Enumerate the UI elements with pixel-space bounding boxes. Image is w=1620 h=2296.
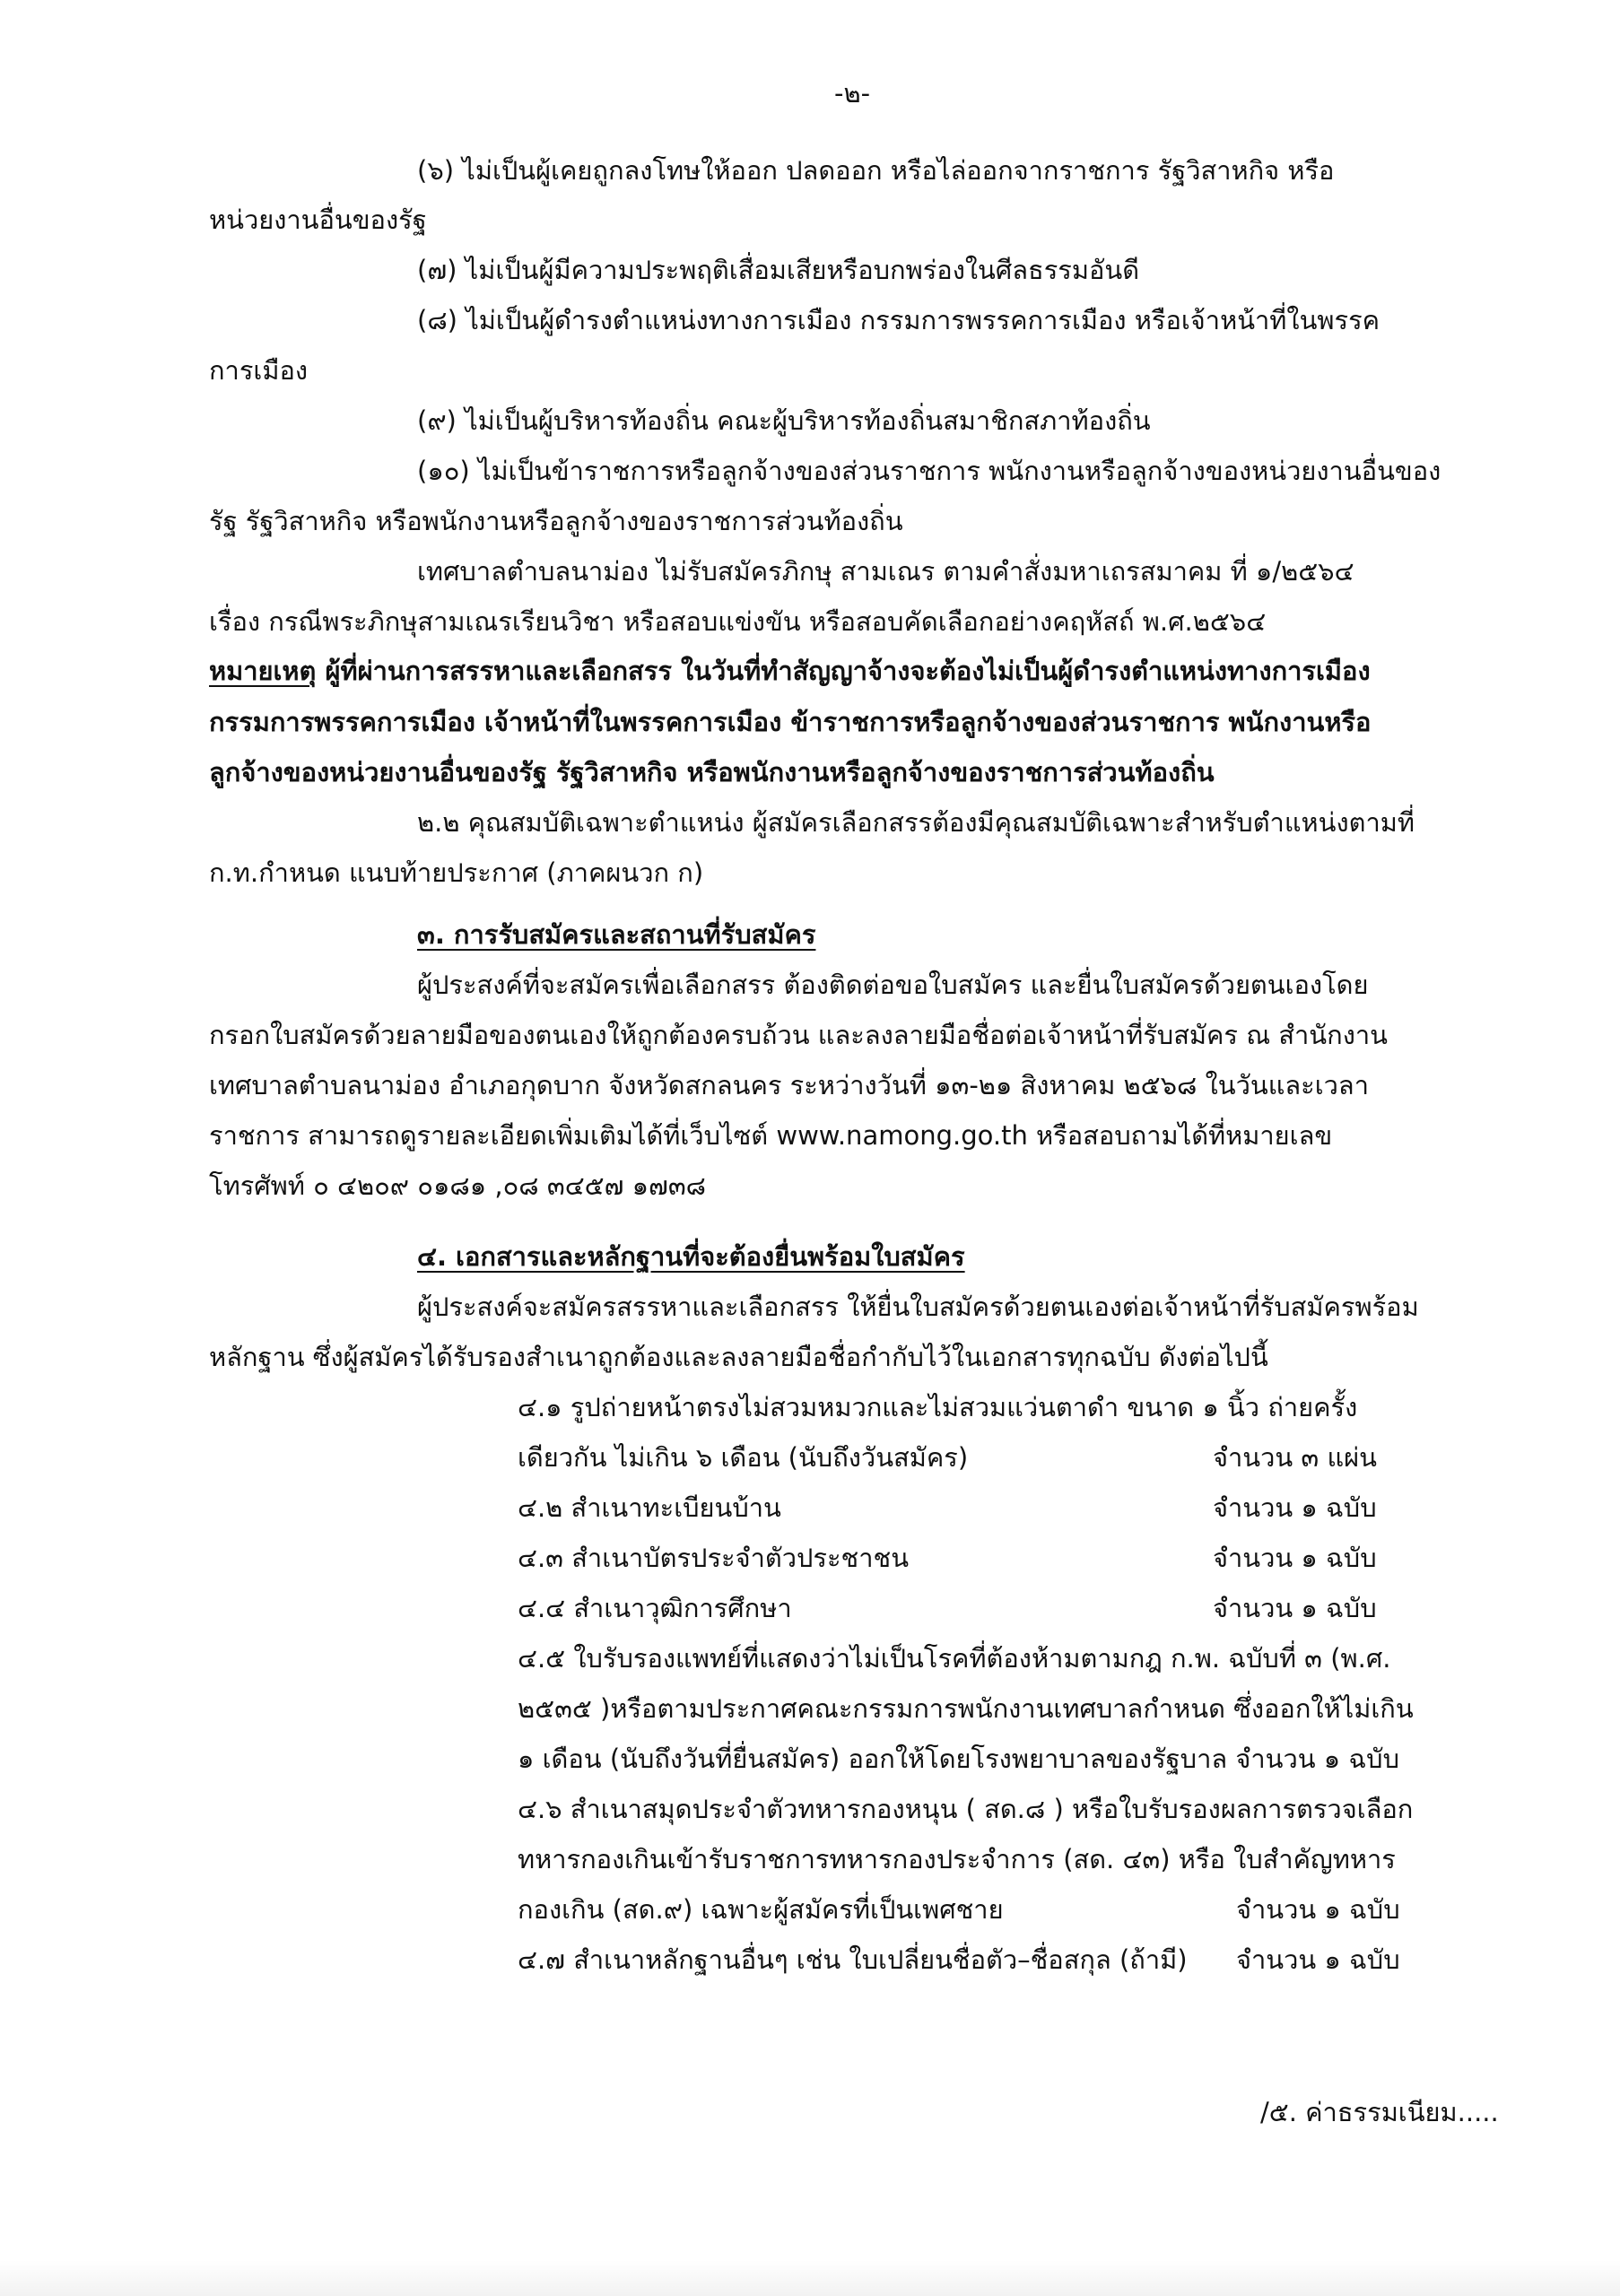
note-line-2: กรรมการพรรคการเมือง เจ้าหน้าที่ในพรรคการเมือง ข้าราชการหรือลูกจ้างของส่วนราชการ พนักงานหรือ [209, 707, 1372, 737]
section-3-line-2: กรอกใบสมัครด้วยลายมือของตนเองให้ถูกต้องครบถ้วน และลงลายมือชื่อต่อเจ้าหน้าที่รับสมัคร ณ สำนักงาน [209, 1020, 1388, 1050]
doc-item-4-4: ๔.๔ สำเนาวุฒิการศึกษา [518, 1593, 792, 1623]
qualification-10-line-1: (๑๐) ไม่เป็นข้าราชการหรือลูกจ้างของส่วนราชการ พนักงานหรือลูกจ้างของหน่วยงานอื่นของ [417, 456, 1441, 486]
doc-item-4-1-line-2: เดียวกัน ไม่เกิน ๖ เดือน (นับถึงวันสมัคร) [518, 1442, 969, 1473]
doc-item-4-5-line-1: ๔.๕ ใบรับรองแพทย์ที่แสดงว่าไม่เป็นโรคที่ต้องห้ามตามกฎ ก.พ. ฉบับที่ ๓ (พ.ศ. [518, 1643, 1391, 1674]
doc-item-4-5-line-3: ๑ เดือน (นับถึงวันที่ยื่นสมัคร) ออกให้โดยโรงพยาบาลของรัฐบาล จำนวน ๑ ฉบับ [518, 1744, 1399, 1774]
monk-clause-line-2: เรื่อง กรณีพระภิกษุสามเณรเรียนวิชา หรือสอบแข่งขัน หรือสอบคัดเลือกอย่างคฤหัสถ์ พ.ศ.๒๕๖๔ [209, 606, 1267, 637]
doc-item-4-7-quantity: จำนวน ๑ ฉบับ [1236, 1944, 1400, 1975]
section-3-heading: ๓. การรับสมัครและสถานที่รับสมัคร [417, 919, 816, 950]
specific-qualification-line-2: ก.ท.กำหนด แนบท้ายประกาศ (ภาคผนวก ก) [209, 857, 704, 888]
qualification-8-line-1: (๘) ไม่เป็นผู้ดำรงตำแหน่งทางการเมือง กรรมการพรรคการเมือง หรือเจ้าหน้าที่ในพรรค [417, 305, 1380, 335]
note-line-1 [209, 653, 1371, 689]
qualification-8-line-2: การเมือง [209, 355, 309, 386]
doc-item-4-2: ๔.๒ สำเนาทะเบียนบ้าน [518, 1492, 781, 1523]
section-3-line-5: โทรศัพท์ ๐ ๔๒๐๙ ๐๑๘๑ ,๐๘ ๓๔๕๗ ๑๗๓๘ [209, 1170, 707, 1201]
doc-item-4-5-line-2: ๒๕๓๕ )หรือตามประกาศคณะกรรมการพนักงานเทศบาลกำหนด ซึ่งออกให้ไม่เกิน [518, 1693, 1414, 1724]
scan-bottom-edge [0, 2260, 1620, 2296]
qualification-9: (๙) ไม่เป็นผู้บริหารท้องถิ่น คณะผู้บริหารท้องถิ่นสมาชิกสภาท้องถิ่น [417, 405, 1151, 436]
note-line-3: ลูกจ้างของหน่วยงานอื่นของรัฐ รัฐวิสาหกิจ หรือพนักงานหรือลูกจ้างของราชการส่วนท้องถิ่น [209, 757, 1215, 787]
monk-clause-line-1: เทศบาลตำบลนาม่อง ไม่รับสมัครภิกษุ สามเณร ตามคำสั่งมหาเถรสมาคม ที่ ๑/๒๕๖๔ [417, 556, 1354, 587]
qualification-6-line-1: (๖) ไม่เป็นผู้เคยถูกลงโทษให้ออก ปลดออก หรือไล่ออกจากราชการ รัฐวิสาหกิจ หรือ [417, 155, 1335, 186]
section-3-line-3: เทศบาลตำบลนาม่อง อำเภอกุดบาก จังหวัดสกลนคร ระหว่างวันที่ ๑๓-๒๑ สิงหาคม ๒๕๖๘ ในวันและเวลา [209, 1070, 1369, 1100]
continuation-note: /๕. ค่าธรรมเนียม..... [1260, 2097, 1499, 2127]
qualification-7: (๗) ไม่เป็นผู้มีความประพฤติเสื่อมเสียหรือบกพร่องในศีลธรรมอันดี [417, 255, 1140, 285]
section-4-intro-line-1: ผู้ประสงค์จะสมัครสรรหาและเลือกสรร ให้ยื่นใบสมัครด้วยตนเองต่อเจ้าหน้าที่รับสมัครพร้อม [417, 1292, 1419, 1322]
section-4-intro-line-2: หลักฐาน ซึ่งผู้สมัครได้รับรองสำเนาถูกต้องและลงลายมือชื่อกำกับไว้ในเอกสารทุกฉบับ ดังต่อไปนี้ [209, 1342, 1268, 1372]
specific-qualification-line-1: ๒.๒ คุณสมบัติเฉพาะตำแหน่ง ผู้สมัครเลือกสรรต้องมีคุณสมบัติเฉพาะสำหรับตำแหน่งตามที่ [417, 807, 1415, 838]
doc-item-4-2-quantity: จำนวน ๑ ฉบับ [1213, 1492, 1377, 1523]
page-number: -๒- [834, 78, 871, 109]
section-3-line-4: ราชการ สามารถดูรายละเอียดเพิ่มเติมได้ที่เว็บไซต์ www.namong.go.th หรือสอบถามได้ที่หมายเลข [209, 1120, 1333, 1151]
doc-item-4-3: ๔.๓ สำเนาบัตรประจำตัวประชาชน [518, 1543, 910, 1573]
section-4-heading: ๔. เอกสารและหลักฐานที่จะต้องยื่นพร้อมใบสมัคร [417, 1241, 965, 1272]
doc-item-4-4-quantity: จำนวน ๑ ฉบับ [1213, 1593, 1377, 1623]
note-label: หมายเหตุ [209, 656, 317, 686]
doc-item-4-1-line-1: ๔.๑ รูปถ่ายหน้าตรงไม่สวมหมวกและไม่สวมแว่นตาดำ ขนาด ๑ นิ้ว ถ่ายครั้ง [518, 1392, 1358, 1422]
doc-item-4-6-quantity: จำนวน ๑ ฉบับ [1236, 1894, 1400, 1925]
doc-item-4-6-line-2: ทหารกองเกินเข้ารับราชการทหารกองประจำการ (สด. ๔๓) หรือ ใบสำคัญทหาร [518, 1844, 1396, 1874]
qualification-10-line-2: รัฐ รัฐวิสาหกิจ หรือพนักงานหรือลูกจ้างของราชการส่วนท้องถิ่น [209, 506, 903, 536]
doc-item-4-6-line-3: กองเกิน (สด.๙) เฉพาะผู้สมัครที่เป็นเพศชาย [518, 1894, 1004, 1925]
section-3-line-1: ผู้ประสงค์ที่จะสมัครเพื่อเลือกสรร ต้องติดต่อขอใบสมัคร และยื่นใบสมัครด้วยตนเองโดย [417, 970, 1369, 1000]
doc-item-4-6-line-1: ๔.๖ สำเนาสมุดประจำตัวทหารกองหนุน ( สด.๘ ) หรือใบรับรองผลการตรวจเลือก [518, 1794, 1414, 1824]
qualification-6-line-2: หน่วยงานอื่นของรัฐ [209, 204, 427, 235]
doc-item-4-3-quantity: จำนวน ๑ ฉบับ [1213, 1543, 1377, 1573]
note-text: ผู้ที่ผ่านการสรรหาและเลือกสรร ในวันที่ทำสัญญาจ้างจะต้องไม่เป็นผู้ดำรงตำแหน่งทางการเมือง [316, 656, 1371, 686]
doc-item-4-1-quantity: จำนวน ๓ แผ่น [1213, 1442, 1377, 1473]
doc-item-4-7: ๔.๗ สำเนาหลักฐานอื่นๆ เช่น ใบเปลี่ยนชื่อตัว–ชื่อสกุล (ถ้ามี) [518, 1944, 1188, 1975]
